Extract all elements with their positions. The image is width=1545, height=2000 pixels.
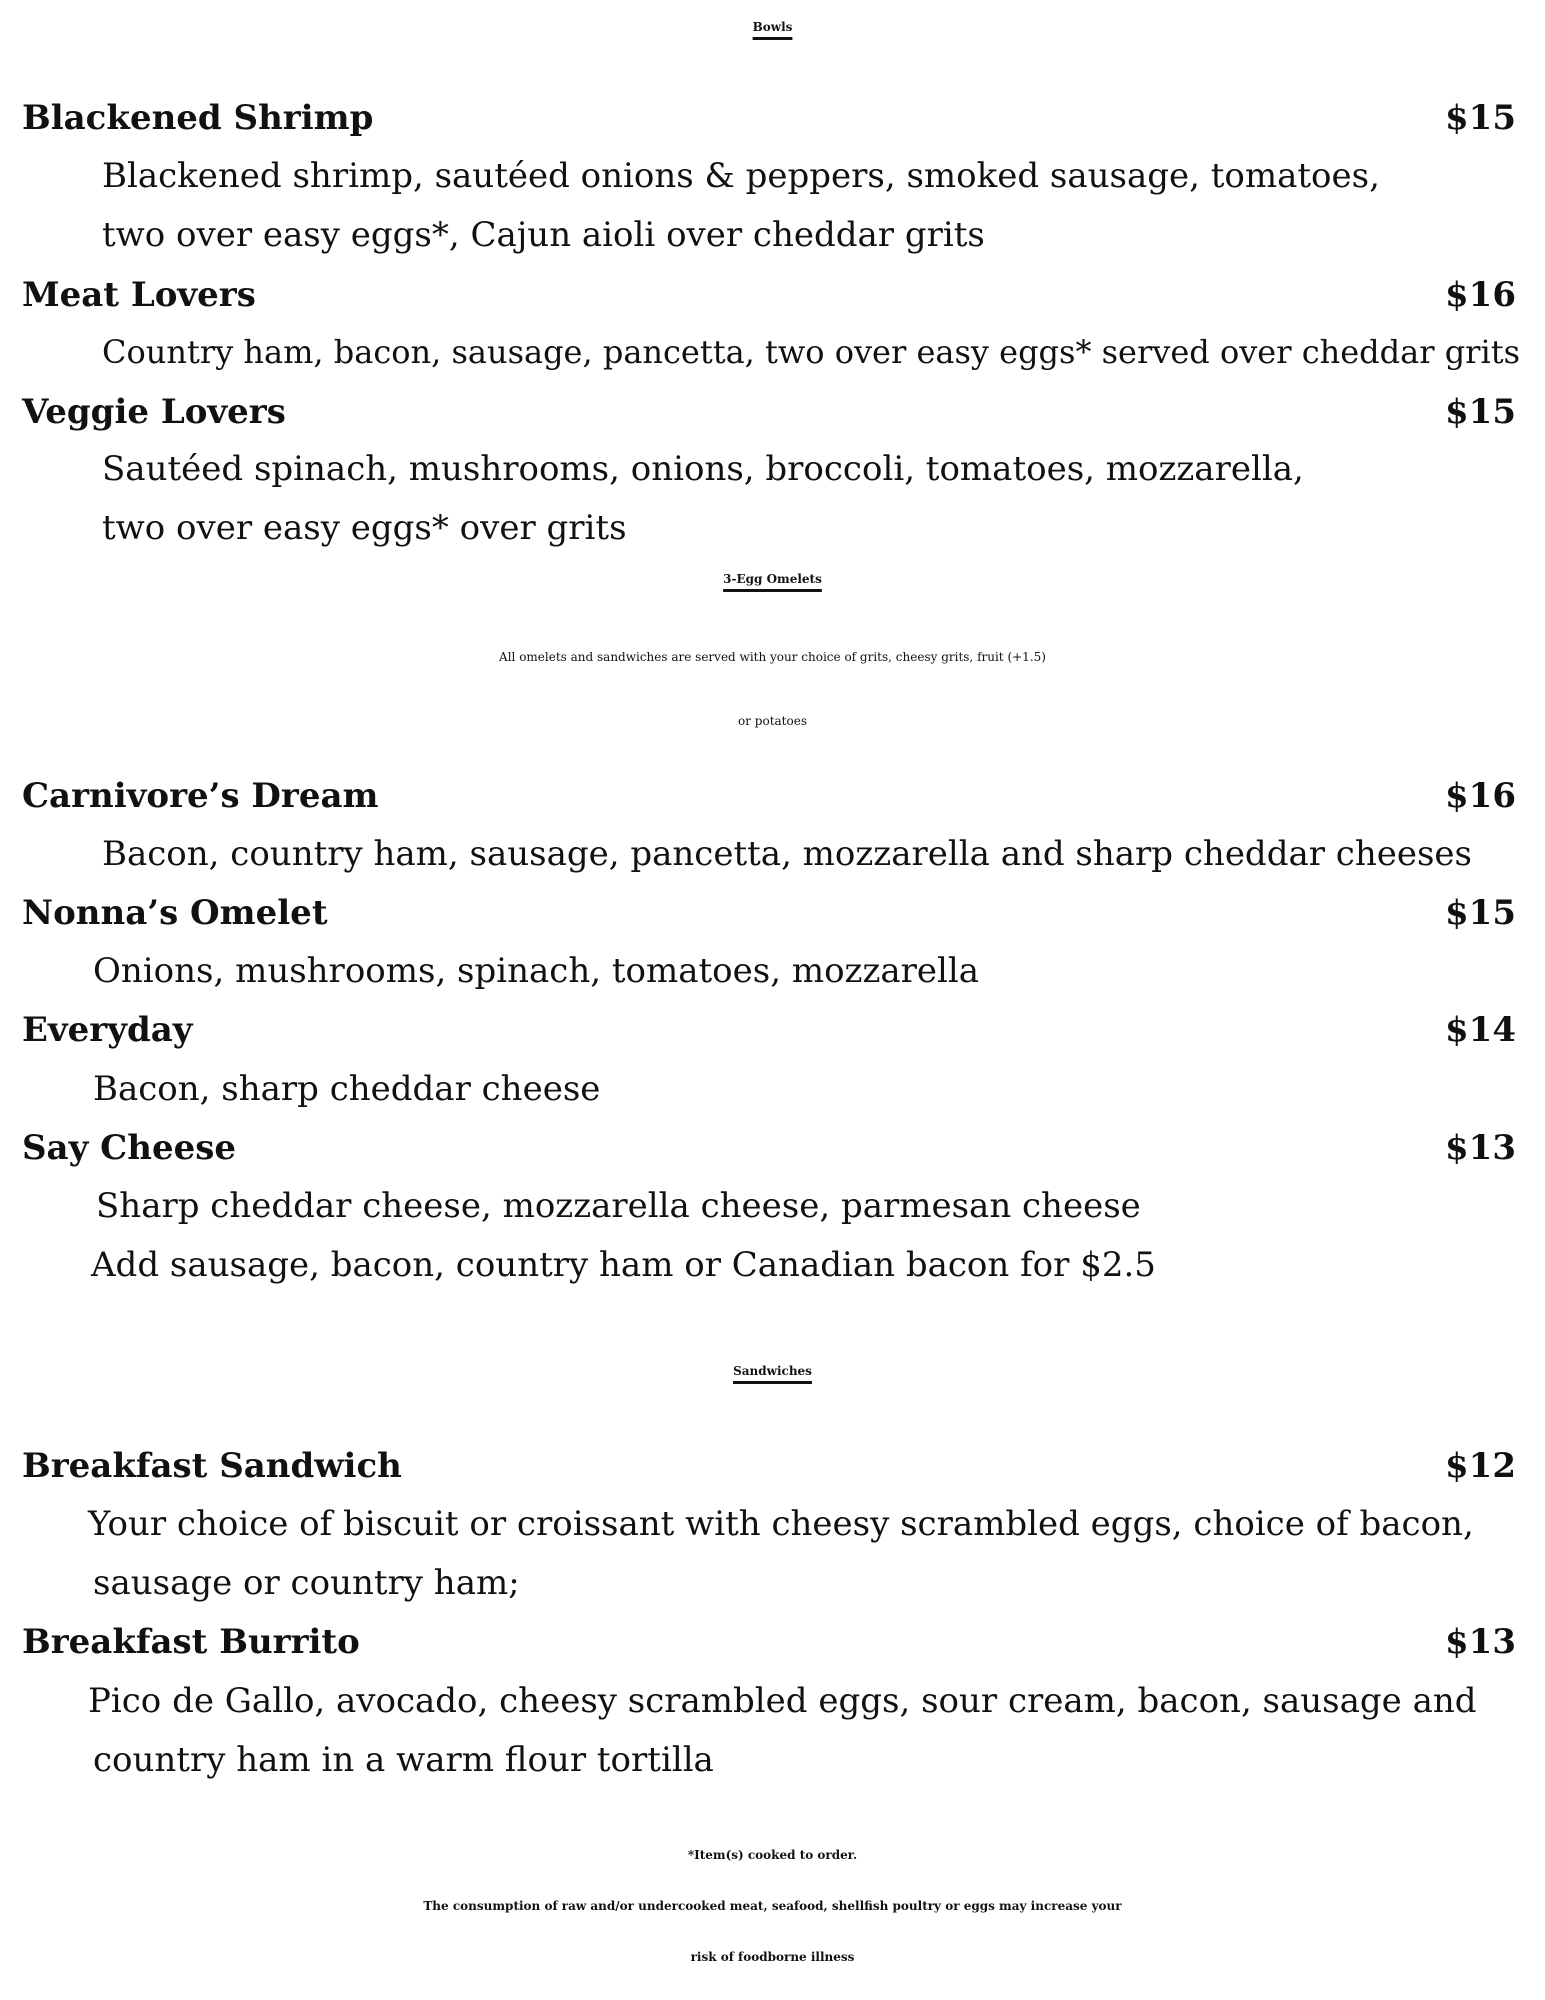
item-price-blackened-shrimp: $15 bbox=[1445, 98, 1516, 138]
item-price-breakfast-sandwich: $12 bbox=[1445, 1446, 1516, 1486]
item-price-breakfast-burrito: $13 bbox=[1445, 1622, 1516, 1662]
item-name-nonnas-omelet: Nonna’s Omelet bbox=[22, 893, 328, 933]
sandwiches-heading: Sandwiches bbox=[733, 1364, 812, 1378]
item-desc-blackened-shrimp-1: Blackened shrimp, sautéed onions & peppers, smoked sausage, tomatoes, bbox=[102, 156, 1380, 196]
item-price-veggie-lovers: $15 bbox=[1445, 392, 1516, 432]
item-name-everyday: Everyday bbox=[22, 1010, 193, 1050]
item-desc-say-cheese-1: Sharp cheddar cheese, mozzarella cheese, parmesan cheese bbox=[96, 1186, 1141, 1226]
item-name-breakfast-burrito: Breakfast Burrito bbox=[22, 1622, 360, 1662]
item-desc-veggie-lovers-1: Sautéed spinach, mushrooms, onions, broccoli, tomatoes, mozzarella, bbox=[102, 449, 1304, 489]
item-desc-veggie-lovers-2: two over easy eggs* over grits bbox=[102, 508, 627, 548]
item-name-veggie-lovers: Veggie Lovers bbox=[22, 392, 286, 432]
item-desc-meat-lovers-1: Country ham, bacon, sausage, pancetta, two over easy eggs* served over cheddar grits bbox=[102, 333, 1520, 371]
item-name-say-cheese: Say Cheese bbox=[22, 1128, 236, 1168]
item-desc-breakfast-sandwich-2: sausage or country ham; bbox=[93, 1563, 520, 1603]
bowls-heading: Bowls bbox=[752, 20, 793, 34]
item-desc-carnivores-dream-1: Bacon, country ham, sausage, pancetta, mozzarella and sharp cheddar cheeses bbox=[102, 834, 1472, 874]
footer-cooked-to-order: *Item(s) cooked to order. bbox=[687, 1848, 858, 1862]
item-desc-breakfast-burrito-1: Pico de Gallo, avocado, cheesy scrambled eggs, sour cream, bacon, sausage and bbox=[88, 1681, 1477, 1721]
omelets-heading: 3-Egg Omelets bbox=[723, 572, 822, 586]
item-price-meat-lovers: $16 bbox=[1445, 275, 1516, 315]
item-price-carnivores-dream: $16 bbox=[1445, 776, 1516, 816]
item-desc-breakfast-burrito-2: country ham in a warm flour tortilla bbox=[93, 1740, 714, 1780]
item-price-say-cheese: $13 bbox=[1445, 1128, 1516, 1168]
item-price-everyday: $14 bbox=[1445, 1010, 1516, 1050]
item-desc-say-cheese-2: Add sausage, bacon, country ham or Canadian bacon for $2.5 bbox=[91, 1245, 1156, 1285]
item-name-blackened-shrimp: Blackened Shrimp bbox=[22, 98, 374, 138]
item-price-nonnas-omelet: $15 bbox=[1445, 893, 1516, 933]
item-name-breakfast-sandwich: Breakfast Sandwich bbox=[22, 1446, 402, 1486]
item-name-carnivores-dream: Carnivore’s Dream bbox=[22, 776, 379, 816]
omelets-note-2: or potatoes bbox=[738, 714, 807, 728]
omelets-note-1: All omelets and sandwiches are served with your choice of grits, cheesy grits, fruit (+1.5) bbox=[499, 650, 1046, 664]
footer-consumption-warning-2: risk of foodborne illness bbox=[690, 1950, 855, 1964]
item-desc-breakfast-sandwich-1: Your choice of biscuit or croissant with cheesy scrambled eggs, choice of bacon, bbox=[88, 1504, 1474, 1544]
footer-consumption-warning-1: The consumption of raw and/or undercooked meat, seafood, shellfish poultry or eggs may increase your bbox=[423, 1899, 1122, 1913]
item-name-meat-lovers: Meat Lovers bbox=[22, 275, 256, 315]
item-desc-everyday-1: Bacon, sharp cheddar cheese bbox=[93, 1069, 601, 1109]
item-desc-nonnas-omelet-1: Onions, mushrooms, spinach, tomatoes, mozzarella bbox=[93, 951, 980, 991]
item-desc-blackened-shrimp-2: two over easy eggs*, Cajun aioli over cheddar grits bbox=[102, 215, 985, 255]
